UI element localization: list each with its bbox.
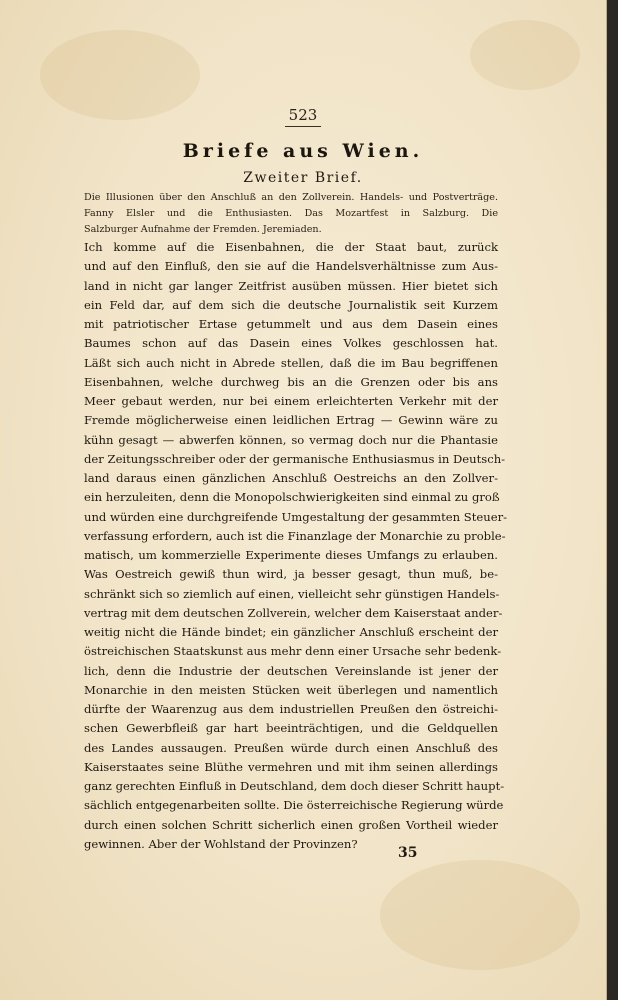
text-line: land daraus einen gänzlichen Anschluß Oestreichs an den Zollver- <box>84 471 498 485</box>
text-line: mit patriotischer Ertase getummelt und aus dem Dasein eines <box>84 317 498 331</box>
text-line: matisch, um kommerzielle Experimente dieses Umfangs zu erlauben. <box>84 548 498 562</box>
text-line: dürfte der Waarenzug aus dem industriellen Preußen den östreichi- <box>84 702 498 716</box>
text-line: ganz gerechten Einfluß in Deutschland, dem doch dieser Schritt haupt- <box>84 779 505 793</box>
text-line: sächlich entgegenarbeiten sollte. Die österreichische Regierung würde <box>84 798 504 813</box>
paper-stain <box>380 860 580 970</box>
text-line: und würden eine durchgreifende Umgestaltung der gesammten Steuer- <box>84 509 508 524</box>
paper-stain <box>470 20 580 90</box>
text-line: durch einen solchen Schritt sicherlich einen großen Vortheil wieder <box>84 817 498 832</box>
text-line: Was Oestreich gewiß thun wird, ja besser gesagt, thun muß, be- <box>84 567 498 582</box>
section-subtitle: Zweiter Brief. <box>243 170 363 186</box>
text-line: vertrag mit dem deutschen Zollverein, welcher dem Kaiserstaat ander- <box>84 605 503 620</box>
text-line: und auf den Einfluß, den sie auf die Handelsverhältnisse zum Aus- <box>84 259 498 274</box>
page-title: Briefe aus Wien. <box>182 140 424 162</box>
text-line: ein Feld dar, auf dem sich die deutsche Journalistik seit Kurzem <box>84 297 498 312</box>
text-line: östreichischen Staatskunst aus mehr denn einer Ursache sehr bedenk- <box>84 644 502 659</box>
text-line: Ich komme auf die Eisenbahnen, die der Staat baut, zurück <box>84 240 498 254</box>
text-line: Eisenbahnen, welche durchweg bis an die Grenzen oder bis ans <box>84 374 498 389</box>
text-line: Monarchie in den meisten Stücken weit überlegen und namentlich <box>84 682 498 697</box>
text-line: schen Gewerbfleiß gar hart beeinträchtigen, und die Geldquellen <box>84 721 498 736</box>
text-line: land in nicht gar langer Zeitfrist ausüben müssen. Hier bietet sich <box>84 278 498 293</box>
page-number: 523 <box>0 106 606 127</box>
text-line: weitig nicht die Hände bindet; ein gänzlicher Anschluß erscheint der <box>84 625 498 639</box>
text-line: kühn gesagt — abwerfen können, so vermag doch nur die Phantasie <box>84 432 498 447</box>
text-line: des Landes aussaugen. Preußen würde durch einen Anschluß des <box>84 740 498 755</box>
summary-line: Salzburger Aufnahme der Fremden. Jeremiaden. <box>84 224 322 235</box>
text-line: verfassung erfordern, auch ist die Finanzlage der Monarchie zu proble- <box>84 528 506 543</box>
text-line: schränkt sich so ziemlich auf einen, vielleicht sehr günstigen Handels- <box>84 586 500 601</box>
text-line: der Zeitungsschreiber oder der germanische Enthusiasmus in Deutsch- <box>84 451 506 466</box>
chapter-summary <box>84 190 498 238</box>
text-line: lich, denn die Industrie der deutschen Vereinslande ist jener der <box>84 663 498 678</box>
body-text <box>84 238 508 854</box>
text-line: gewinnen. Aber der Wohlstand der Provinzen? <box>84 836 358 851</box>
text-line: ein herzuleiten, denn die Monopolschwierigkeiten sind einmal zu groß <box>84 490 500 505</box>
text-line: Kaiserstaates seine Blüthe vermehren und mit ihm seinen allerdings <box>84 759 498 774</box>
summary-line: Fanny Elsler und die Enthusiasten. Das Mozartfest in Salzburg. Die <box>84 208 498 219</box>
text-line: Meer gebaut werden, nur bei einem erleichterten Verkehr mit der <box>84 394 498 408</box>
text-line: Läßt sich auch nicht in Abrede stellen, daß die im Bau begriffenen <box>84 355 498 370</box>
text-line: Baumes schon auf das Dasein eines Volkes geschlossen hat. <box>84 336 498 351</box>
signature-mark: 35 <box>398 845 418 861</box>
text-line: Fremde möglicherweise einen leidlichen Ertrag — Gewinn wäre zu <box>84 413 498 428</box>
summary-line: Die Illusionen über den Anschluß an den Zollverein. Handels- und Postverträge. <box>84 192 498 203</box>
